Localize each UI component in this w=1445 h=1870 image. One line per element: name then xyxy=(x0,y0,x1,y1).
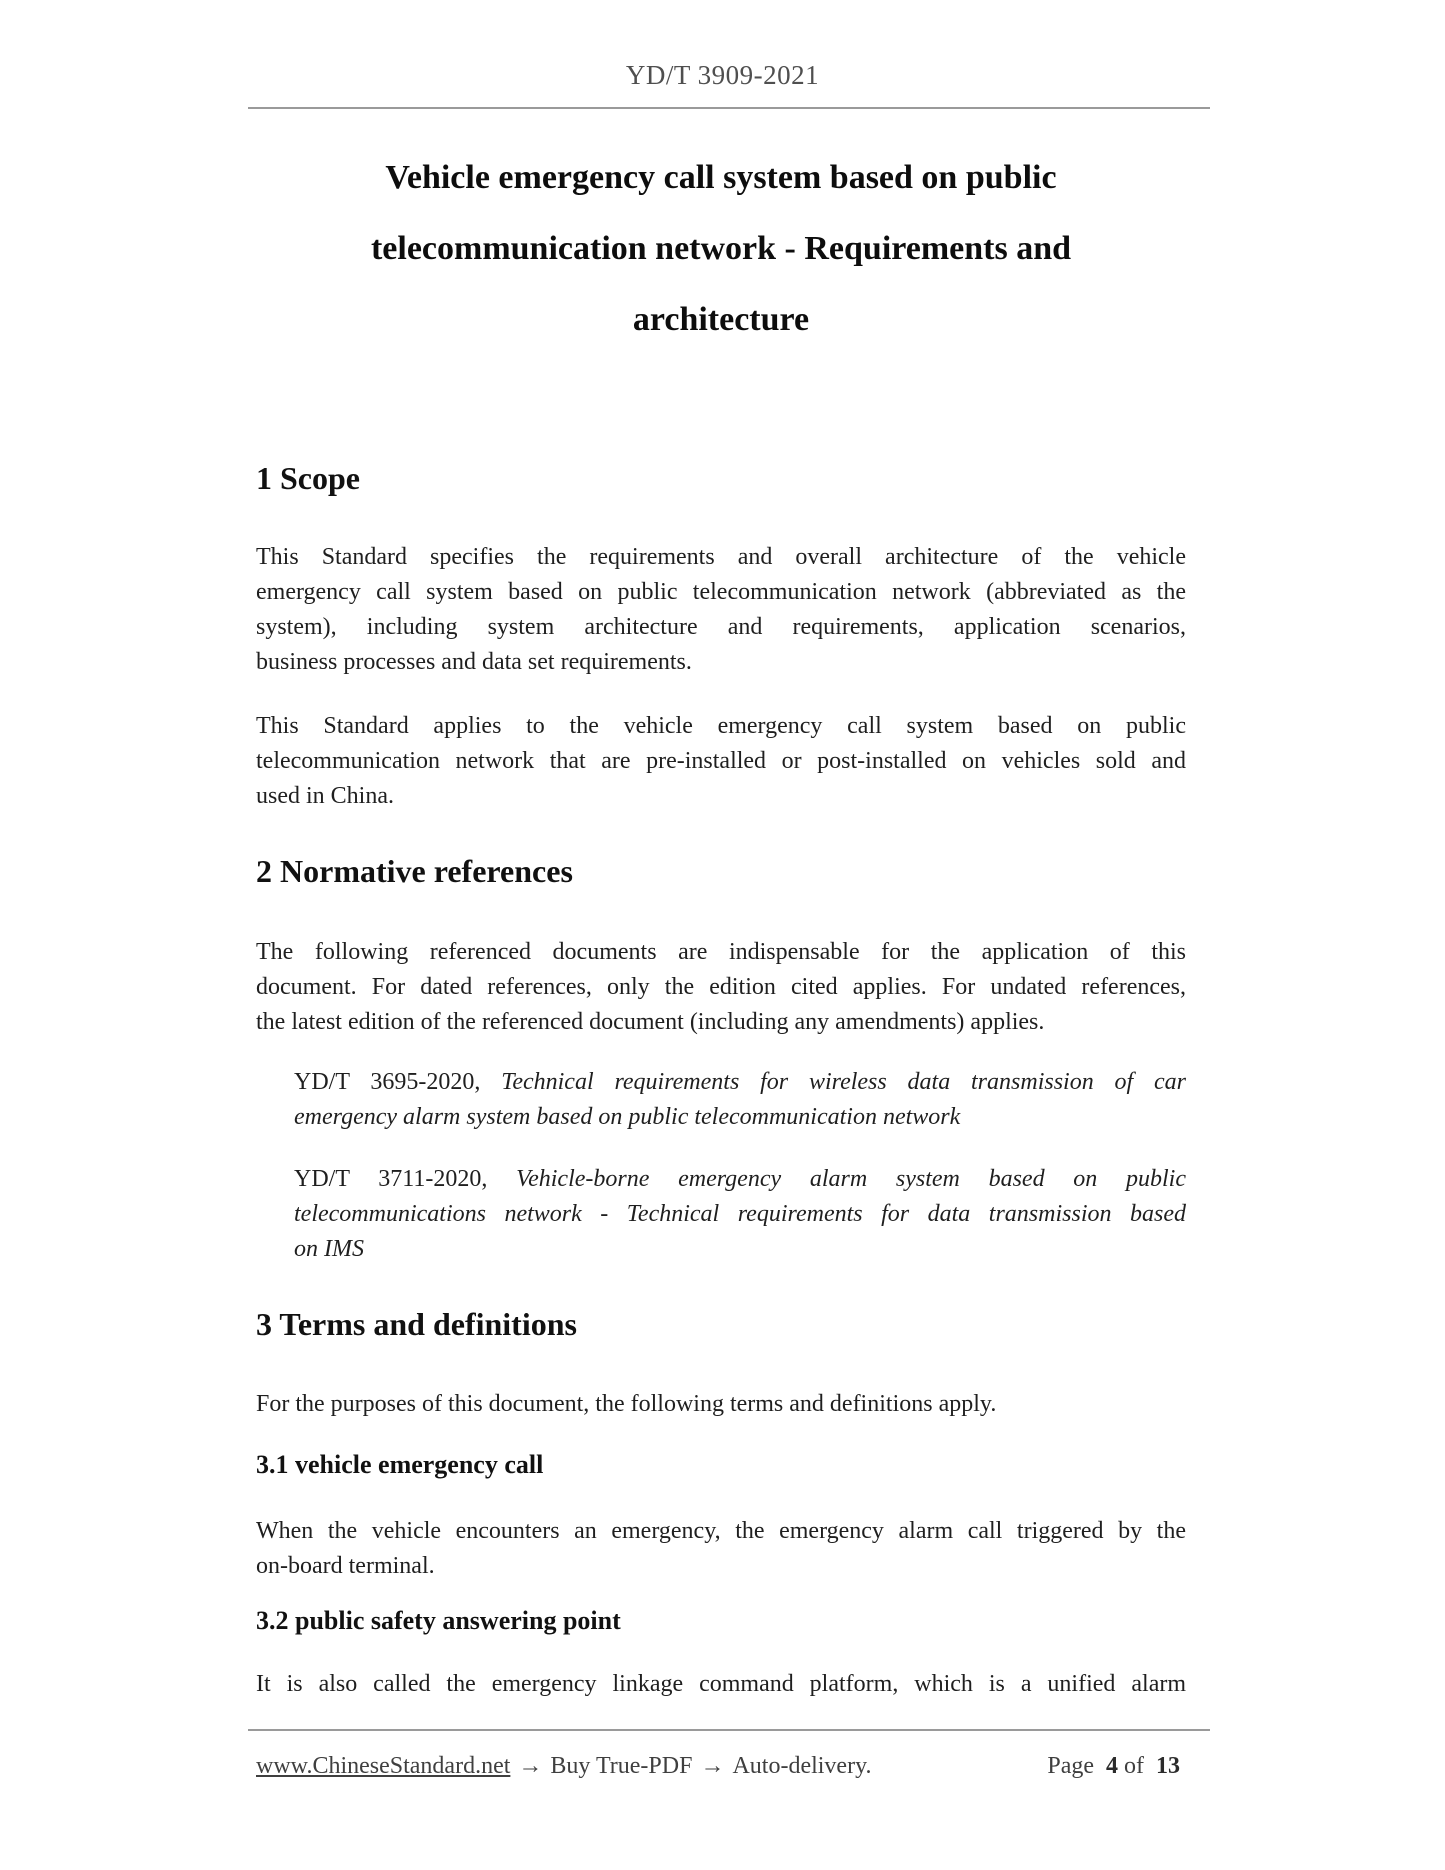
footer-buy-text: Buy True-PDF xyxy=(550,1753,693,1779)
term-3-2-paragraph xyxy=(256,1667,1186,1702)
section-heading-scope: 1 Scope xyxy=(256,460,360,496)
page-current: 4 xyxy=(1106,1753,1118,1779)
text-line: emergency call system based on public telecommunication network (abbreviated as the xyxy=(256,579,1186,605)
section-heading-terms-definitions: 3 Terms and definitions xyxy=(256,1306,577,1342)
text-line: system), including system architecture and requirements, application scenarios, xyxy=(256,614,1186,640)
header-doc-number: YD/T 3909-2021 xyxy=(625,60,820,90)
page-footer xyxy=(256,1749,1186,1783)
text-line: When the vehicle encounters an emergency, the emergency alarm call triggered by the xyxy=(256,1518,1186,1544)
footer-divider xyxy=(248,1729,1210,1731)
terms-intro-paragraph xyxy=(256,1387,1186,1422)
term-3-1-paragraph xyxy=(256,1514,1186,1584)
normative-intro-paragraph xyxy=(256,935,1186,1040)
subsection-heading-3-1: 3.1 vehicle emergency call xyxy=(256,1450,544,1479)
text-line: This Standard specifies the requirements and overall architecture of the vehicle xyxy=(256,544,1186,570)
text-line: This Standard applies to the vehicle emergency call system based on public xyxy=(256,713,1186,739)
document-title xyxy=(256,142,1186,355)
text-line: document. For dated references, only the edition cited applies. For undated references, xyxy=(256,974,1186,1000)
reference-title: emergency alarm system based on public telecommunication network xyxy=(294,1104,961,1130)
text-line: For the purposes of this document, the following terms and definitions apply. xyxy=(256,1391,997,1417)
reference-title: Technical requirements for wireless data transmission of car xyxy=(501,1069,1186,1095)
reference-label: YD/T 3695-2020, xyxy=(294,1069,502,1095)
footer-delivery-text: Auto-delivery. xyxy=(732,1753,872,1779)
reference-title: Vehicle-borne emergency alarm system based on public xyxy=(516,1166,1186,1192)
subsection-heading-3-2: 3.2 public safety answering point xyxy=(256,1606,621,1635)
text-line: It is also called the emergency linkage command platform, which is a unified alarm xyxy=(256,1671,1186,1697)
section-heading-normative-references: 2 Normative references xyxy=(256,853,573,889)
reference-label: YD/T 3711-2020, xyxy=(294,1166,517,1192)
text-line: The following referenced documents are indispensable for the application of this xyxy=(256,939,1186,965)
reference-item-2 xyxy=(294,1162,1186,1267)
text-line xyxy=(294,1232,1186,1267)
text-line xyxy=(294,1100,1186,1135)
scope-paragraph-1 xyxy=(256,540,1186,680)
text-line xyxy=(294,1065,1186,1100)
text-line: telecommunication network that are pre-installed or post-installed on vehicles sold and xyxy=(256,748,1186,774)
reference-title: telecommunications network - Technical requirements for data transmission based xyxy=(294,1201,1186,1227)
header-divider xyxy=(248,107,1210,109)
document-title-line: architecture xyxy=(632,301,810,338)
text-line xyxy=(294,1162,1186,1197)
text-line: on-board terminal. xyxy=(256,1553,435,1579)
footer-website-link[interactable]: www.ChineseStandard.net xyxy=(256,1753,511,1779)
arrow-right-icon: → xyxy=(518,1753,543,1779)
footer-promo xyxy=(256,1749,872,1783)
arrow-right-icon: → xyxy=(700,1753,725,1779)
page-total: 13 xyxy=(1156,1753,1180,1779)
footer-page-indicator xyxy=(1047,1749,1186,1783)
document-title-line: telecommunication network - Requirements and xyxy=(370,230,1072,267)
text-line: business processes and data set requirements. xyxy=(256,649,692,675)
page-of-label: of xyxy=(1124,1753,1144,1779)
reference-item-1 xyxy=(294,1065,1186,1135)
text-line: the latest edition of the referenced document (including any amendments) applies. xyxy=(256,1009,1045,1035)
reference-title: on IMS xyxy=(294,1236,364,1262)
text-line xyxy=(294,1197,1186,1232)
page-label: Page xyxy=(1047,1753,1094,1779)
scope-paragraph-2 xyxy=(256,709,1186,814)
text-line: used in China. xyxy=(256,783,394,809)
document-title-line: Vehicle emergency call system based on public xyxy=(385,159,1057,196)
